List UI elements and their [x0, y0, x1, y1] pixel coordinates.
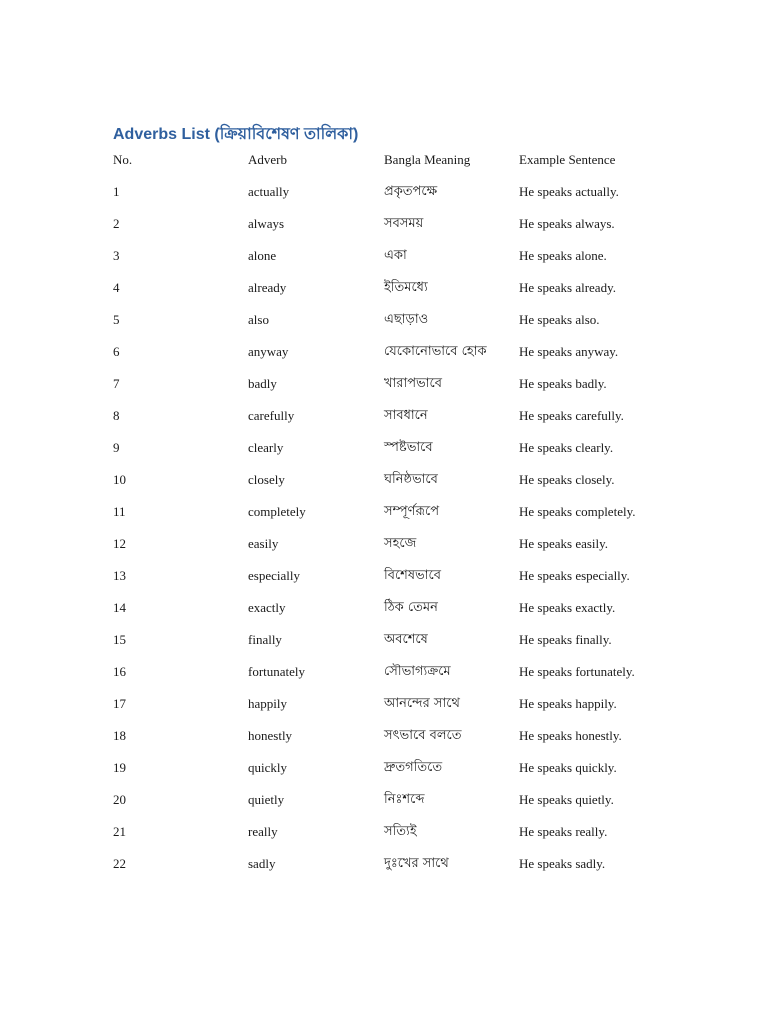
- cell-bangla-meaning: প্রকৃতপক্ষে: [384, 184, 438, 199]
- cell-adverb: carefully: [248, 408, 295, 423]
- cell-no: 17: [113, 696, 126, 711]
- cell-adverb: also: [248, 312, 269, 327]
- table-row: [113, 438, 653, 470]
- cell-no: 5: [113, 312, 120, 327]
- table-row: [113, 374, 653, 406]
- header-adverb: Adverb: [248, 152, 287, 167]
- cell-no: 2: [113, 216, 120, 231]
- table-row: [113, 534, 653, 566]
- cell-example-sentence: He speaks honestly.: [519, 728, 622, 743]
- table-row: [113, 310, 653, 342]
- table-row: [113, 630, 653, 662]
- table-row: [113, 726, 653, 758]
- table-row: [113, 246, 653, 278]
- cell-no: 19: [113, 760, 126, 775]
- cell-no: 12: [113, 536, 126, 551]
- cell-example-sentence: He speaks completely.: [519, 504, 636, 519]
- cell-bangla-meaning: ঠিক তেমন: [384, 600, 438, 615]
- cell-adverb: finally: [248, 632, 282, 647]
- table-row: [113, 822, 653, 854]
- cell-no: 14: [113, 600, 126, 615]
- cell-example-sentence: He speaks quickly.: [519, 760, 617, 775]
- cell-adverb: easily: [248, 536, 279, 551]
- cell-bangla-meaning: ঘনিষ্ঠভাবে: [384, 472, 438, 487]
- cell-example-sentence: He speaks happily.: [519, 696, 617, 711]
- cell-no: 6: [113, 344, 120, 359]
- cell-bangla-meaning: একা: [384, 248, 407, 263]
- cell-example-sentence: He speaks badly.: [519, 376, 607, 391]
- cell-example-sentence: He speaks really.: [519, 824, 608, 839]
- cell-example-sentence: He speaks carefully.: [519, 408, 624, 423]
- cell-example-sentence: He speaks closely.: [519, 472, 615, 487]
- cell-example-sentence: He speaks anyway.: [519, 344, 619, 359]
- table-row: [113, 342, 653, 374]
- cell-bangla-meaning: সত্যিই: [384, 824, 417, 839]
- cell-bangla-meaning: দ্রুতগতিতে: [384, 760, 443, 775]
- cell-example-sentence: He speaks sadly.: [519, 856, 606, 871]
- cell-bangla-meaning: আনন্দের সাথে: [384, 696, 460, 711]
- cell-bangla-meaning: ইতিমধ্যে: [384, 280, 428, 295]
- cell-adverb: fortunately: [248, 664, 306, 679]
- cell-adverb: alone: [248, 248, 277, 263]
- table-row: [113, 182, 653, 214]
- adverbs-table: [113, 150, 653, 886]
- table-row: [113, 214, 653, 246]
- cell-example-sentence: He speaks actually.: [519, 184, 619, 199]
- cell-no: 18: [113, 728, 126, 743]
- cell-adverb: exactly: [248, 600, 286, 615]
- header-example-sentence: Example Sentence: [519, 152, 616, 167]
- cell-example-sentence: He speaks easily.: [519, 536, 609, 551]
- table-row: [113, 502, 653, 534]
- cell-no: 13: [113, 568, 126, 583]
- table-row: [113, 566, 653, 598]
- cell-bangla-meaning: সৌভাগ্যক্রমে: [384, 664, 451, 679]
- cell-example-sentence: He speaks finally.: [519, 632, 612, 647]
- table-row: [113, 694, 653, 726]
- table-header-row: [113, 150, 653, 182]
- cell-adverb: already: [248, 280, 287, 295]
- cell-adverb: always: [248, 216, 285, 231]
- cell-no: 21: [113, 824, 126, 839]
- cell-bangla-meaning: অবশেষে: [384, 632, 428, 647]
- table-row: [113, 470, 653, 502]
- cell-example-sentence: He speaks always.: [519, 216, 615, 231]
- cell-example-sentence: He speaks also.: [519, 312, 600, 327]
- cell-bangla-meaning: সৎভাবে বলতে: [384, 728, 462, 743]
- cell-example-sentence: He speaks already.: [519, 280, 616, 295]
- cell-adverb: completely: [248, 504, 306, 519]
- cell-no: 3: [113, 248, 120, 263]
- cell-no: 20: [113, 792, 126, 807]
- cell-example-sentence: He speaks alone.: [519, 248, 607, 263]
- cell-bangla-meaning: সহজে: [384, 536, 417, 551]
- document-title: Adverbs List (ক্রিয়াবিশেষণ তালিকা): [113, 126, 359, 143]
- cell-bangla-meaning: বিশেষভাবে: [384, 568, 441, 583]
- cell-adverb: especially: [248, 568, 300, 583]
- cell-bangla-meaning: সম্পূর্ণরূপে: [384, 504, 440, 519]
- cell-no: 10: [113, 472, 126, 487]
- cell-bangla-meaning: খারাপভাবে: [384, 376, 442, 391]
- cell-no: 8: [113, 408, 120, 423]
- table-row: [113, 598, 653, 630]
- cell-bangla-meaning: নিঃশব্দে: [384, 792, 425, 807]
- cell-bangla-meaning: দুঃখের সাথে: [384, 856, 449, 871]
- cell-adverb: closely: [248, 472, 285, 487]
- cell-bangla-meaning: এছাড়াও: [384, 312, 429, 327]
- table-row: [113, 278, 653, 310]
- cell-adverb: actually: [248, 184, 290, 199]
- cell-no: 22: [113, 856, 126, 871]
- table-row: [113, 854, 653, 886]
- cell-example-sentence: He speaks clearly.: [519, 440, 614, 455]
- cell-no: 9: [113, 440, 120, 455]
- cell-example-sentence: He speaks fortunately.: [519, 664, 635, 679]
- cell-no: 11: [113, 504, 126, 519]
- table-body: [113, 182, 653, 886]
- cell-example-sentence: He speaks especially.: [519, 568, 630, 583]
- table-row: [113, 758, 653, 790]
- cell-no: 4: [113, 280, 120, 295]
- cell-no: 7: [113, 376, 120, 391]
- document-page: [113, 124, 673, 886]
- cell-example-sentence: He speaks quietly.: [519, 792, 614, 807]
- header-no: No.: [113, 152, 133, 167]
- table-row: [113, 406, 653, 438]
- cell-adverb: really: [248, 824, 278, 839]
- cell-bangla-meaning: সাবধানে: [384, 408, 428, 423]
- cell-example-sentence: He speaks exactly.: [519, 600, 616, 615]
- cell-bangla-meaning: সবসময়: [384, 216, 424, 231]
- cell-no: 1: [113, 184, 120, 199]
- table-row: [113, 790, 653, 822]
- table-row: [113, 662, 653, 694]
- cell-no: 16: [113, 664, 126, 679]
- cell-adverb: sadly: [248, 856, 276, 871]
- cell-adverb: quickly: [248, 760, 287, 775]
- cell-adverb: anyway: [248, 344, 289, 359]
- cell-adverb: happily: [248, 696, 287, 711]
- cell-adverb: honestly: [248, 728, 293, 743]
- cell-bangla-meaning: স্পষ্টভাবে: [384, 440, 433, 455]
- cell-adverb: quietly: [248, 792, 285, 807]
- header-bangla-meaning: Bangla Meaning: [384, 152, 471, 167]
- cell-bangla-meaning: যেকোনোভাবে হোক: [384, 344, 487, 359]
- cell-no: 15: [113, 632, 126, 647]
- cell-adverb: badly: [248, 376, 277, 391]
- cell-adverb: clearly: [248, 440, 284, 455]
